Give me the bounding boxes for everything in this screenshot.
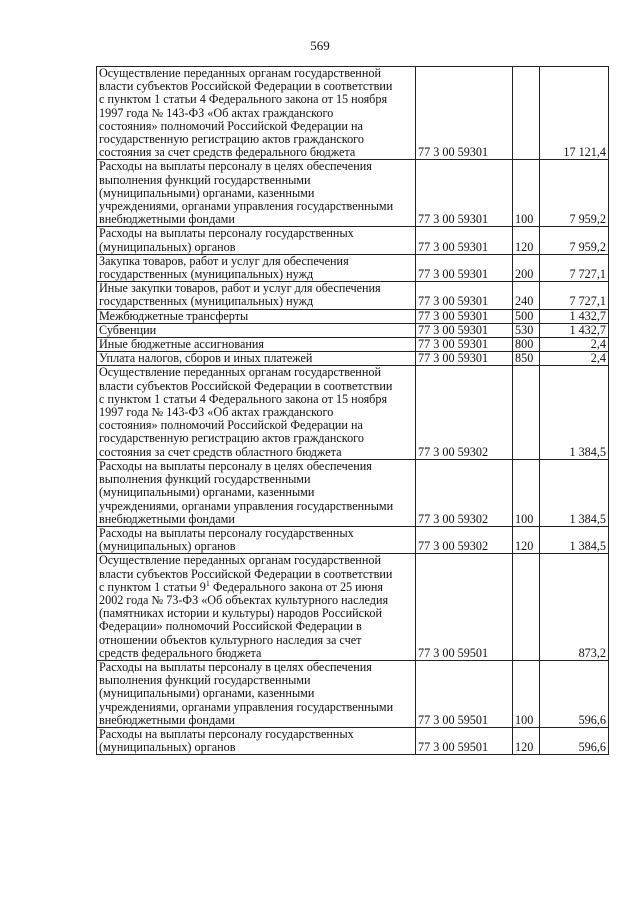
row-expense-type: 100 bbox=[513, 660, 540, 727]
description-line: государственную регистрацию актов гражданского bbox=[99, 431, 364, 446]
row-description bbox=[97, 254, 416, 281]
row-description bbox=[97, 459, 416, 526]
budget-table-body bbox=[97, 67, 609, 755]
row-amount: 873,2 bbox=[540, 554, 609, 661]
row-description bbox=[97, 67, 416, 160]
description-line: Расходы на выплаты персоналу в целях обеспечения bbox=[99, 458, 372, 473]
row-expense-type: 500 bbox=[513, 309, 540, 323]
row-expense-type bbox=[513, 67, 540, 160]
description-line: государственных (муниципальных) нужд bbox=[99, 294, 314, 309]
description-line: Расходы на выплаты персоналу государственных bbox=[99, 525, 354, 540]
row-amount: 1 432,7 bbox=[540, 323, 609, 337]
description-line: Федерального закона от 25 июня bbox=[209, 579, 383, 594]
description-line: состояния за счет средств областного бюджета bbox=[99, 444, 342, 459]
description-line: Расходы на выплаты персоналу в целях обеспечения bbox=[99, 659, 372, 674]
row-amount: 1 384,5 bbox=[540, 459, 609, 526]
description-line: государственную регистрацию актов гражданского bbox=[99, 132, 364, 147]
row-description bbox=[97, 338, 416, 352]
table-row bbox=[97, 338, 609, 352]
row-amount: 2,4 bbox=[540, 338, 609, 352]
description-line: учреждениями, органами управления государственными bbox=[99, 199, 394, 214]
description-line: власти субъектов Российской Федерации в соответствии bbox=[99, 79, 393, 94]
row-expense-type: 800 bbox=[513, 338, 540, 352]
description-line: внебюджетными фондами bbox=[99, 511, 235, 526]
row-amount: 1 384,5 bbox=[540, 366, 609, 459]
row-description bbox=[97, 366, 416, 459]
description-line: (памятниках истории и культуры) народов Российской bbox=[99, 606, 382, 621]
description-line: с пунктом 1 статьи 9 bbox=[99, 579, 206, 594]
description-line: выполнения функций государственными bbox=[99, 472, 311, 487]
row-amount: 596,6 bbox=[540, 727, 609, 754]
row-target-code: 77 3 00 59301 bbox=[416, 323, 513, 337]
description-line: Расходы на выплаты персоналу государственных bbox=[99, 726, 354, 741]
description-line: Федерации» полномочий Российской Федерации в bbox=[99, 619, 362, 634]
description-line: Расходы на выплаты персоналу государственных bbox=[99, 226, 354, 241]
row-description bbox=[97, 554, 416, 661]
description-line: выполнения функций государственными bbox=[99, 172, 311, 187]
description-line: отношении объектов культурного наследия за счет bbox=[99, 632, 362, 647]
row-target-code: 77 3 00 59301 bbox=[416, 160, 513, 227]
description-line: Иные бюджетные ассигнования bbox=[99, 337, 265, 352]
description-line: 1997 года № 143-ФЗ «Об актах гражданского bbox=[99, 105, 334, 120]
description-line: (муниципальных) органов bbox=[99, 740, 236, 755]
description-line: Осуществление переданных органам государственной bbox=[99, 553, 381, 568]
table-row bbox=[97, 366, 609, 459]
row-amount: 2,4 bbox=[540, 352, 609, 366]
row-amount: 1 432,7 bbox=[540, 309, 609, 323]
row-target-code: 77 3 00 59301 bbox=[416, 338, 513, 352]
row-amount: 596,6 bbox=[540, 660, 609, 727]
table-row bbox=[97, 323, 609, 337]
description-line: государственных (муниципальных) нужд bbox=[99, 267, 314, 282]
description-line: (муниципальными) органами, казенными bbox=[99, 185, 315, 200]
row-description bbox=[97, 526, 416, 553]
row-expense-type bbox=[513, 554, 540, 661]
row-expense-type: 120 bbox=[513, 526, 540, 553]
budget-table bbox=[96, 66, 609, 755]
row-description bbox=[97, 727, 416, 754]
table-row bbox=[97, 727, 609, 754]
description-line: выполнения функций государственными bbox=[99, 673, 311, 688]
row-expense-type: 850 bbox=[513, 352, 540, 366]
description-line: Осуществление переданных органам государственной bbox=[99, 66, 381, 80]
table-row bbox=[97, 227, 609, 254]
description-line: Иные закупки товаров, работ и услуг для обеспечения bbox=[99, 281, 381, 296]
row-description bbox=[97, 227, 416, 254]
description-line: состояния» полномочий Российской Федерации на bbox=[99, 418, 363, 433]
row-expense-type: 530 bbox=[513, 323, 540, 337]
article-superscript: 1 bbox=[205, 578, 210, 588]
description-line: 1997 года № 143-ФЗ «Об актах гражданского bbox=[99, 405, 334, 420]
row-amount: 1 384,5 bbox=[540, 526, 609, 553]
description-line: Осуществление переданных органам государственной bbox=[99, 365, 381, 380]
row-expense-type: 100 bbox=[513, 459, 540, 526]
description-line: с пунктом 1 статьи 4 Федерального закона от 15 ноября bbox=[99, 92, 388, 107]
table-row bbox=[97, 67, 609, 160]
row-target-code: 77 3 00 59501 bbox=[416, 554, 513, 661]
row-description bbox=[97, 309, 416, 323]
description-line: власти субъектов Российской Федерации в соответствии bbox=[99, 378, 393, 393]
table-row bbox=[97, 254, 609, 281]
row-expense-type: 240 bbox=[513, 282, 540, 309]
description-line: Уплата налогов, сборов и иных платежей bbox=[99, 351, 313, 366]
row-target-code: 77 3 00 59302 bbox=[416, 459, 513, 526]
row-expense-type: 100 bbox=[513, 160, 540, 227]
row-amount: 7 959,2 bbox=[540, 227, 609, 254]
row-target-code: 77 3 00 59301 bbox=[416, 254, 513, 281]
description-line: средств федерального бюджета bbox=[99, 645, 262, 660]
row-target-code: 77 3 00 59301 bbox=[416, 282, 513, 309]
row-expense-type: 200 bbox=[513, 254, 540, 281]
row-amount: 7 959,2 bbox=[540, 160, 609, 227]
row-expense-type: 120 bbox=[513, 727, 540, 754]
description-line: Расходы на выплаты персоналу в целях обеспечения bbox=[99, 159, 372, 174]
row-target-code: 77 3 00 59301 bbox=[416, 309, 513, 323]
row-description bbox=[97, 282, 416, 309]
row-description bbox=[97, 160, 416, 227]
description-line: Субвенции bbox=[99, 322, 157, 337]
row-amount: 7 727,1 bbox=[540, 282, 609, 309]
description-line: состояния» полномочий Российской Федерации на bbox=[99, 118, 363, 133]
row-amount: 7 727,1 bbox=[540, 254, 609, 281]
row-target-code: 77 3 00 59302 bbox=[416, 526, 513, 553]
table-row bbox=[97, 352, 609, 366]
row-target-code: 77 3 00 59501 bbox=[416, 727, 513, 754]
description-line: (муниципальных) органов bbox=[99, 239, 236, 254]
row-description bbox=[97, 352, 416, 366]
row-expense-type bbox=[513, 366, 540, 459]
description-line: с пунктом 1 статьи 4 Федерального закона от 15 ноября bbox=[99, 391, 388, 406]
row-target-code: 77 3 00 59501 bbox=[416, 660, 513, 727]
page-number: 569 bbox=[310, 38, 330, 53]
description-line: внебюджетными фондами bbox=[99, 212, 235, 227]
row-target-code: 77 3 00 59301 bbox=[416, 67, 513, 160]
table-row bbox=[97, 309, 609, 323]
description-line: состояния за счет средств федерального бюджета bbox=[99, 145, 356, 160]
table-row bbox=[97, 459, 609, 526]
row-description bbox=[97, 660, 416, 727]
description-line: Закупка товаров, работ и услуг для обеспечения bbox=[99, 253, 349, 268]
description-line: Межбюджетные трансферты bbox=[99, 308, 249, 323]
description-line: (муниципальными) органами, казенными bbox=[99, 686, 315, 701]
description-line: учреждениями, органами управления государственными bbox=[99, 498, 394, 513]
description-line: учреждениями, органами управления государственными bbox=[99, 699, 394, 714]
row-target-code: 77 3 00 59301 bbox=[416, 352, 513, 366]
row-target-code: 77 3 00 59302 bbox=[416, 366, 513, 459]
description-line: власти субъектов Российской Федерации в соответствии bbox=[99, 566, 393, 581]
table-row bbox=[97, 660, 609, 727]
row-amount: 17 121,4 bbox=[540, 67, 609, 160]
description-line: 2002 года № 73-ФЗ «Об объектах культурного наследия bbox=[99, 592, 389, 607]
description-line: внебюджетными фондами bbox=[99, 712, 235, 727]
table-row bbox=[97, 526, 609, 553]
description-line: (муниципальными) органами, казенными bbox=[99, 485, 315, 500]
description-line: (муниципальных) органов bbox=[99, 539, 236, 554]
row-description bbox=[97, 323, 416, 337]
table-row bbox=[97, 160, 609, 227]
row-expense-type: 120 bbox=[513, 227, 540, 254]
table-row bbox=[97, 554, 609, 661]
table-row bbox=[97, 282, 609, 309]
row-target-code: 77 3 00 59301 bbox=[416, 227, 513, 254]
